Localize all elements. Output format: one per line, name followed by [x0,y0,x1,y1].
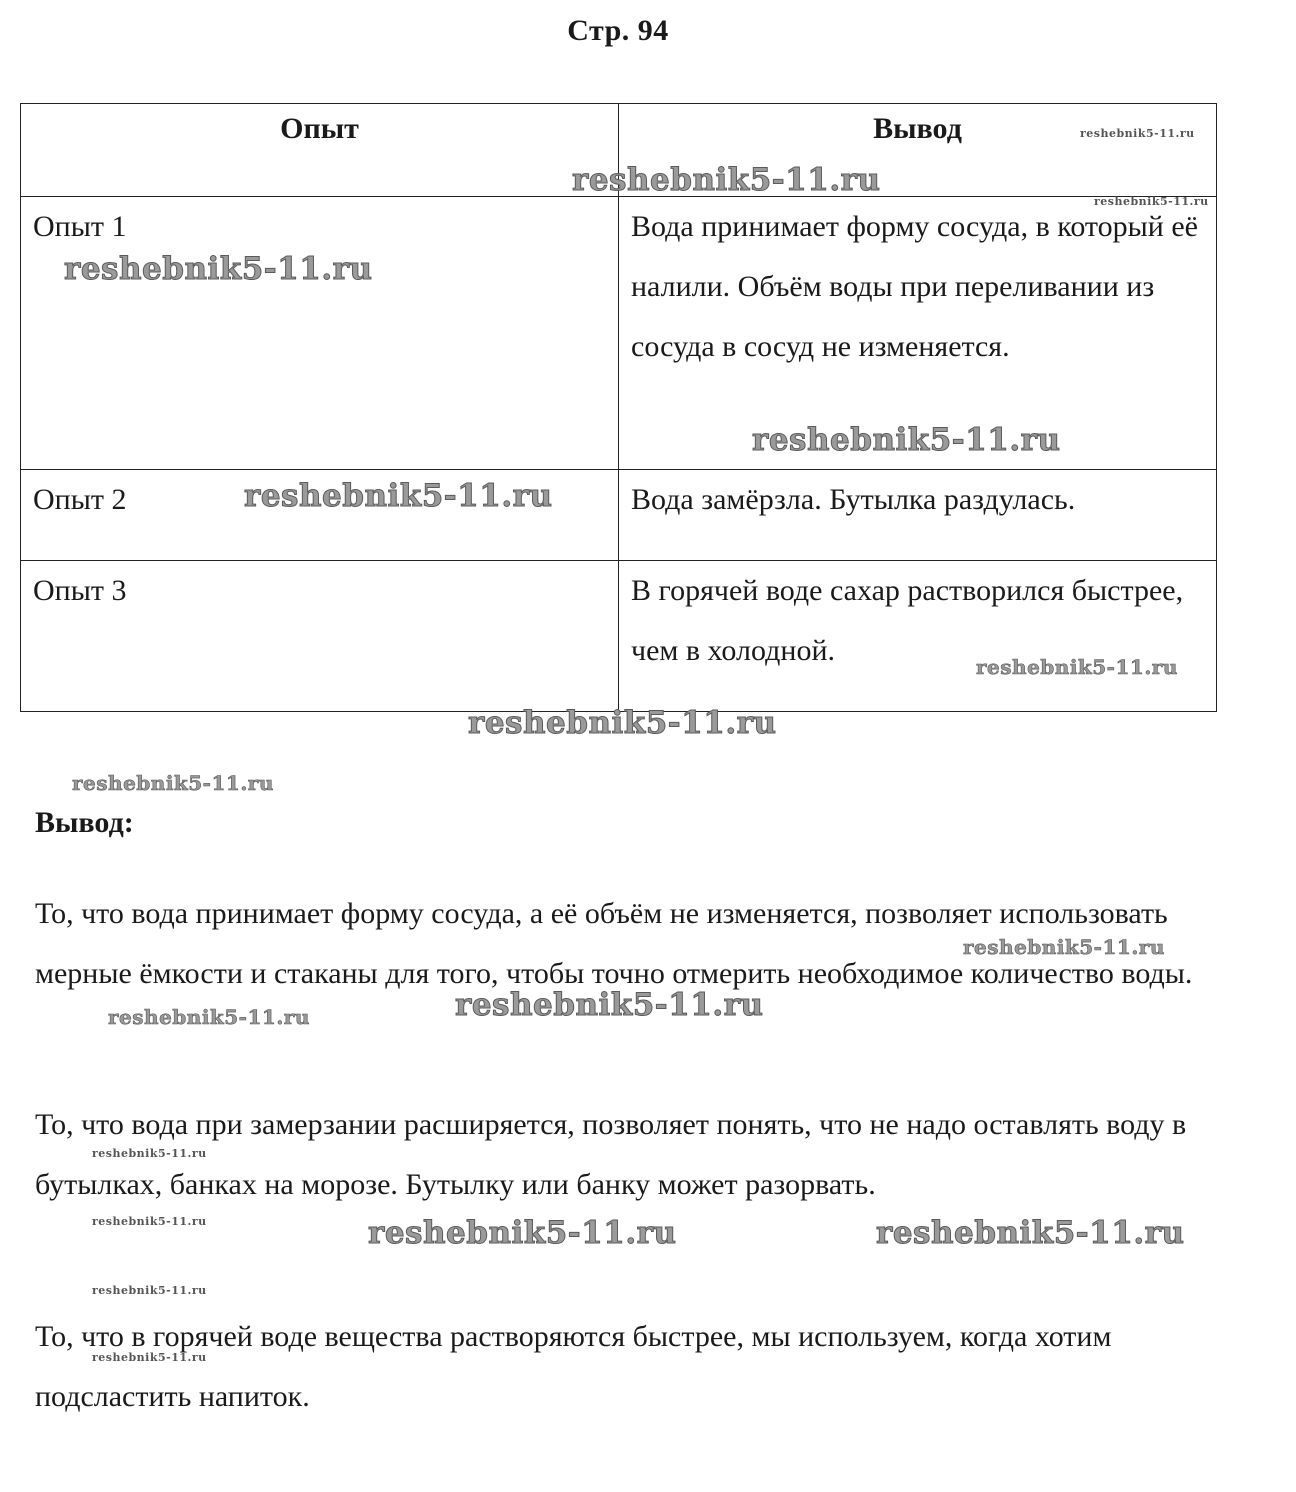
watermark: reshebnik5-11.ru [108,1005,310,1029]
conclusion-heading: Вывод: [35,806,134,839]
header-experiment: Опыт [21,104,619,197]
experiment-name: Опыт 2 [21,470,619,561]
experiment-result: Вода замёрзла. Бутылка раздулась. [619,470,1217,561]
watermark: reshebnik5-11.ru [72,771,274,795]
watermark: reshebnik5-11.ru [976,655,1178,679]
experiment-name: Опыт 1 [21,197,619,470]
watermark: reshebnik5-11.ru [1080,127,1195,140]
watermark: reshebnik5-11.ru [572,162,881,198]
watermark: reshebnik5-11.ru [1094,195,1209,208]
experiment-result: В горячей воде сахар растворился быстрее, чем в холодной. [619,561,1217,712]
table-row [21,561,1217,712]
conclusion-paragraph: То, что в горячей воде вещества растворяются быстрее, мы используем, когда хотим подсластить напиток. [35,1320,1112,1413]
experiment-name: Опыт 3 [21,561,619,712]
watermark: reshebnik5-11.ru [752,422,1061,458]
watermark: reshebnik5-11.ru [963,935,1165,959]
watermark: reshebnik5-11.ru [455,987,764,1023]
table-row [21,470,1217,561]
watermark: reshebnik5-11.ru [64,251,373,287]
watermark: reshebnik5-11.ru [468,705,777,741]
watermark: reshebnik5-11.ru [92,1284,207,1297]
page-title: Стр. 94 [567,14,669,47]
experiment-result: Вода принимает форму сосуда, в который её налили. Объём воды при переливании из сосуда в сосуд не изменяется. [619,197,1217,470]
watermark: reshebnik5-11.ru [876,1215,1185,1251]
conclusion-paragraph: То, что вода при замерзании расширяется, позволяет понять, что не надо оставлять воду в бутылках, банках на морозе. Бутылку или банку может разорвать. [35,1108,1187,1201]
watermark: reshebnik5-11.ru [92,1215,207,1228]
watermark: reshebnik5-11.ru [368,1215,677,1251]
watermark: reshebnik5-11.ru [92,1351,207,1364]
header-conclusion: Вывод [619,104,1217,197]
conclusion-paragraph: То, что вода принимает форму сосуда, а её объём не изменяется, позволяет использовать мерные ёмкости и стаканы для того, чтобы точно отмерить необходимое количество воды. [35,897,1193,990]
watermark: reshebnik5-11.ru [92,1147,207,1160]
watermark: reshebnik5-11.ru [244,478,553,514]
